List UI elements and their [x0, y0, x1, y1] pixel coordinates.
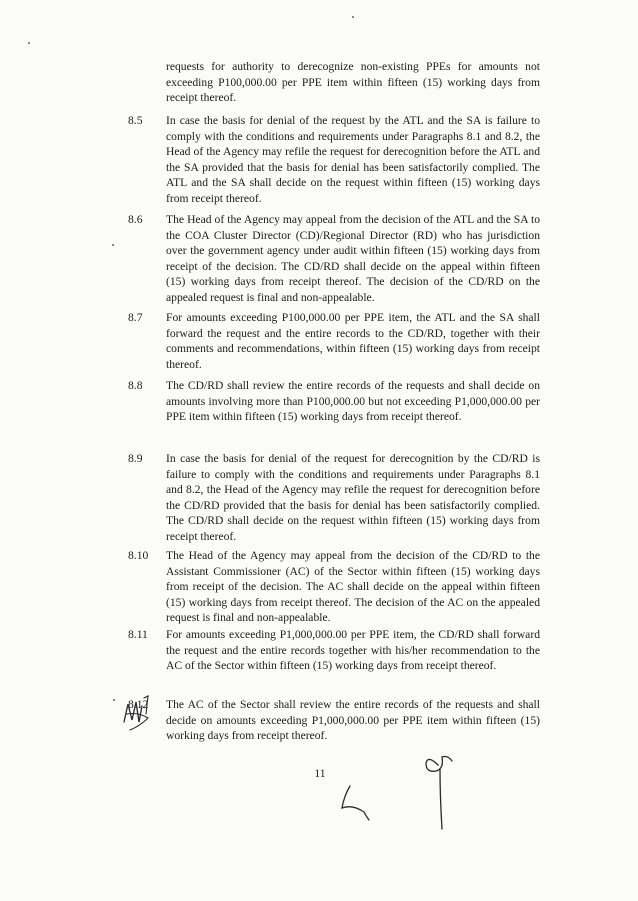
scan-speck — [352, 16, 354, 18]
section-text-8-10: The Head of the Agency may appeal from the decision of the CD/RD to the Assistant Commissioner (AC) of the Sector within fifteen (15) working days from receipt of the decision. The AC shall decide on the appeal within fifteen (15) working days from receipt thereof. The decision of the AC on the appealed request is final and non-appealable. — [166, 549, 540, 624]
page-number: 11 — [314, 767, 326, 780]
scan-speck — [28, 42, 30, 44]
section-number-8-5: 8.5 — [128, 114, 143, 127]
handwritten-signature-bottom-right — [418, 747, 458, 833]
section-number-8-8: 8.8 — [128, 379, 143, 392]
section-text-8-6: The Head of the Agency may appeal from the decision of the ATL and the SA to the COA Cluster Director (CD)/Regional Director (RD) who has jurisdiction over the government agency under audit within fifteen (15) working days from receipt of the decision. The CD/RD shall decide on the appeal within fifteen (15) working days from receipt thereof. The decision of the CD/RD on the appealed request is final and non-appealable. — [166, 213, 540, 304]
scan-speck — [112, 244, 114, 246]
section-number-8-10: 8.10 — [128, 549, 149, 562]
section-number-8-11: 8.11 — [128, 628, 148, 641]
handwritten-initials-left — [118, 692, 156, 736]
section-text-8-7: For amounts exceeding P100,000.00 per PPE item, the ATL and the SA shall forward the request and the entire records to the CD/RD, together with their comments and recommendations, within fifteen (15) working days from receipt thereof. — [166, 311, 540, 371]
section-number-8-6: 8.6 — [128, 213, 143, 226]
section-text-8-12: The AC of the Sector shall review the entire records of the requests and shall decide on amounts exceeding P1,000,000.00 per PPE item within fifteen (15) working days from receipt thereof. — [166, 698, 540, 742]
section-number-8-7: 8.7 — [128, 311, 143, 324]
section-number-8-12: 8.12 — [128, 698, 149, 711]
section-number-8-9: 8.9 — [128, 452, 143, 465]
section-text-8-9: In case the basis for denial of the request for derecognition by the CD/RD is failure to comply with the conditions and requirements under Paragraphs 8.1 and 8.2, the Head of the Agency may refile the request for derecognition before the CD/RD provided that the basis for denial has been satisfactorily complied. The CD/RD shall decide on the request within fifteen (15) working days from receipt thereof. — [166, 452, 540, 543]
handwritten-initials-bottom-left — [336, 782, 372, 822]
section-text-8-5: In case the basis for denial of the request by the ATL and the SA is failure to comply with the conditions and requirements under Paragraphs 8.1 and 8.2, the Head of the Agency may refile the request for derecognition before the ATL and the SA provided that the basis for denial has been satisfactorily complied. The ATL and the SA shall decide on the request within fifteen (15) working days from receipt thereof. — [166, 114, 540, 205]
section-text-8-8: The CD/RD shall review the entire records of the requests and shall decide on amounts involving more than P100,000.00 but not exceeding P1,000,000.00 per PPE item within fifteen (15) working days from receipt thereof. — [166, 379, 540, 423]
section-text-8-11: For amounts exceeding P1,000,000.00 per PPE item, the CD/RD shall forward the request and the entire records together with his/her recommendation to the AC of the Sector within fifteen (15) working days from receipt thereof. — [166, 628, 540, 672]
ink-dot — [113, 699, 115, 701]
intro-paragraph: requests for authority to derecognize non-existing PPEs for amounts not exceeding P100,000.00 per PPE item within fifteen (15) working days from receipt thereof. — [166, 60, 540, 104]
